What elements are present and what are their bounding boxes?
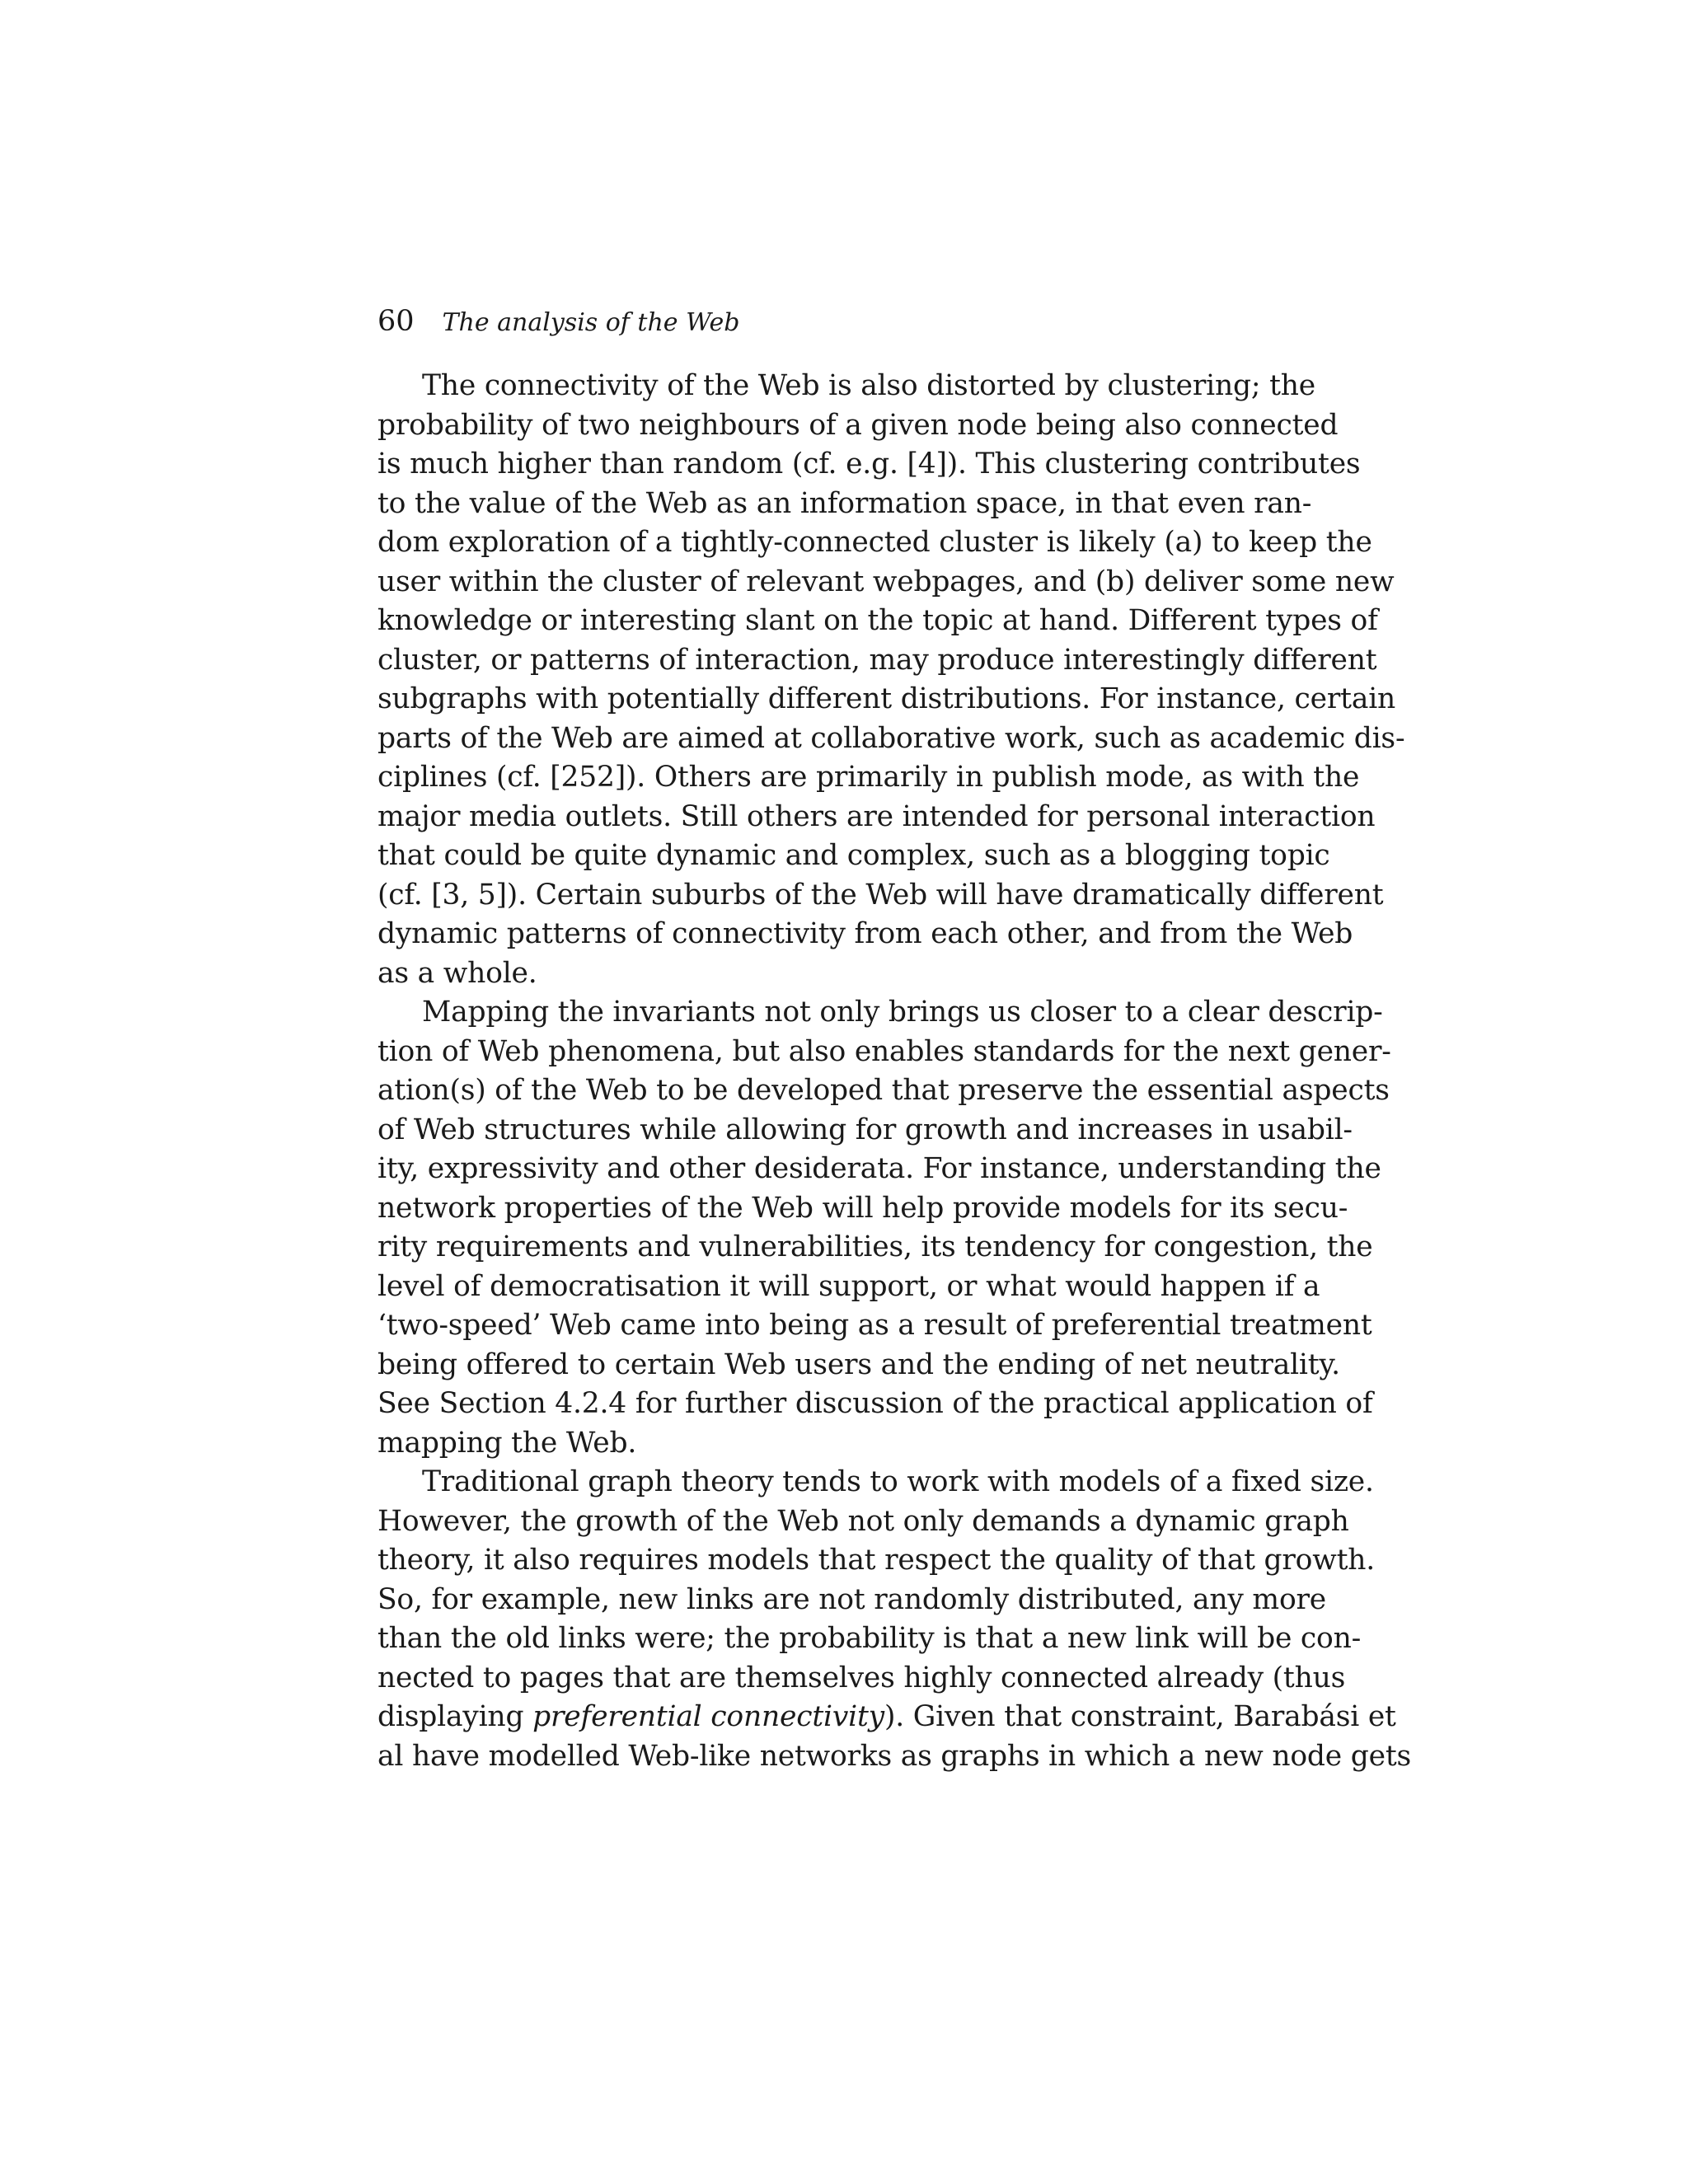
text-line: ation(s) of the Web to be developed that preserve the essential aspects [377,1074,1390,1107]
emphasis-term: preferential connectivity [532,1700,884,1733]
text-line: parts of the Web are aimed at collaborative work, such as academic dis- [377,721,1405,755]
paragraph-2 [377,993,1391,1463]
text-line: subgraphs with potentially different distributions. For instance, certain [377,682,1396,715]
text-line: as a whole. [377,956,537,990]
page-number: 60 [377,305,415,338]
book-page [377,305,1412,1776]
text-line: knowledge or interesting slant on the topic at hand. Different types of [377,604,1378,637]
text-line: that could be quite dynamic and complex, such as a blogging topic [377,839,1330,872]
text-line: tion of Web phenomena, but also enables standards for the next gener- [377,1034,1391,1068]
paragraph-1 [377,367,1405,993]
text-line: dom exploration of a tightly-connected cluster is likely (a) to keep the [377,526,1372,559]
text-line: ‘two-speed’ Web came into being as a result of preferential treatment [377,1309,1372,1342]
running-head [377,305,1291,346]
text-line: theory, it also requires models that respect the quality of that growth. [377,1544,1376,1577]
text-line: However, the growth of the Web not only demands a dynamic graph [377,1504,1349,1538]
text-line: The connectivity of the Web is also distorted by clustering; the [422,369,1315,402]
text-line: cluster, or patterns of interaction, may produce interestingly different [377,643,1377,677]
text-line: Traditional graph theory tends to work with models of a fixed size. [422,1465,1374,1498]
text-line: (cf. [3, 5]). Certain suburbs of the Web will have dramatically different [377,878,1384,912]
text-line: al have modelled Web-like networks as graphs in which a new node gets [377,1739,1412,1773]
text-line: ity, expressivity and other desiderata. For instance, understanding the [377,1152,1381,1185]
body-text [377,367,1412,1776]
text-run: displaying [377,1700,533,1733]
text-line: nected to pages that are themselves highly connected already (thus [377,1661,1346,1694]
text-line: Mapping the invariants not only brings us closer to a clear descrip- [422,996,1383,1029]
text-line: of Web structures while allowing for growth and increases in usabil- [377,1113,1353,1146]
text-line: network properties of the Web will help provide models for its secu- [377,1191,1348,1225]
text-line-with-emphasis [377,1698,1396,1737]
text-line: ciplines (cf. [252]). Others are primarily in publish mode, as with the [377,761,1360,794]
text-line: is much higher than random (cf. e.g. [4]). This clustering contributes [377,448,1361,480]
text-line: dynamic patterns of connectivity from each other, and from the Web [377,917,1353,950]
chapter-title: The analysis of the Web [442,308,740,337]
text-line: See Section 4.2.4 for further discussion of the practical application of [377,1387,1373,1420]
text-line: to the value of the Web as an information space, in that even ran- [377,486,1312,520]
text-line: major media outlets. Still others are intended for personal interaction [377,799,1376,833]
text-line: level of democratisation it will support, or what would happen if a [377,1269,1320,1303]
text-line: mapping the Web. [377,1426,637,1460]
text-line: user within the cluster of relevant webpages, and (b) deliver some new [377,565,1395,598]
text-line: So, for example, new links are not randomly distributed, any more [377,1582,1327,1616]
paragraph-3 [377,1463,1412,1776]
text-line: than the old links were; the probability is that a new link will be con- [377,1622,1362,1655]
text-line: probability of two neighbours of a given node being also connected [377,408,1339,442]
text-line: rity requirements and vulnerabilities, its tendency for congestion, the [377,1230,1373,1263]
text-line: being offered to certain Web users and the ending of net neutrality. [377,1347,1340,1381]
text-run: ). Given that constraint, Barabási et [884,1700,1396,1733]
